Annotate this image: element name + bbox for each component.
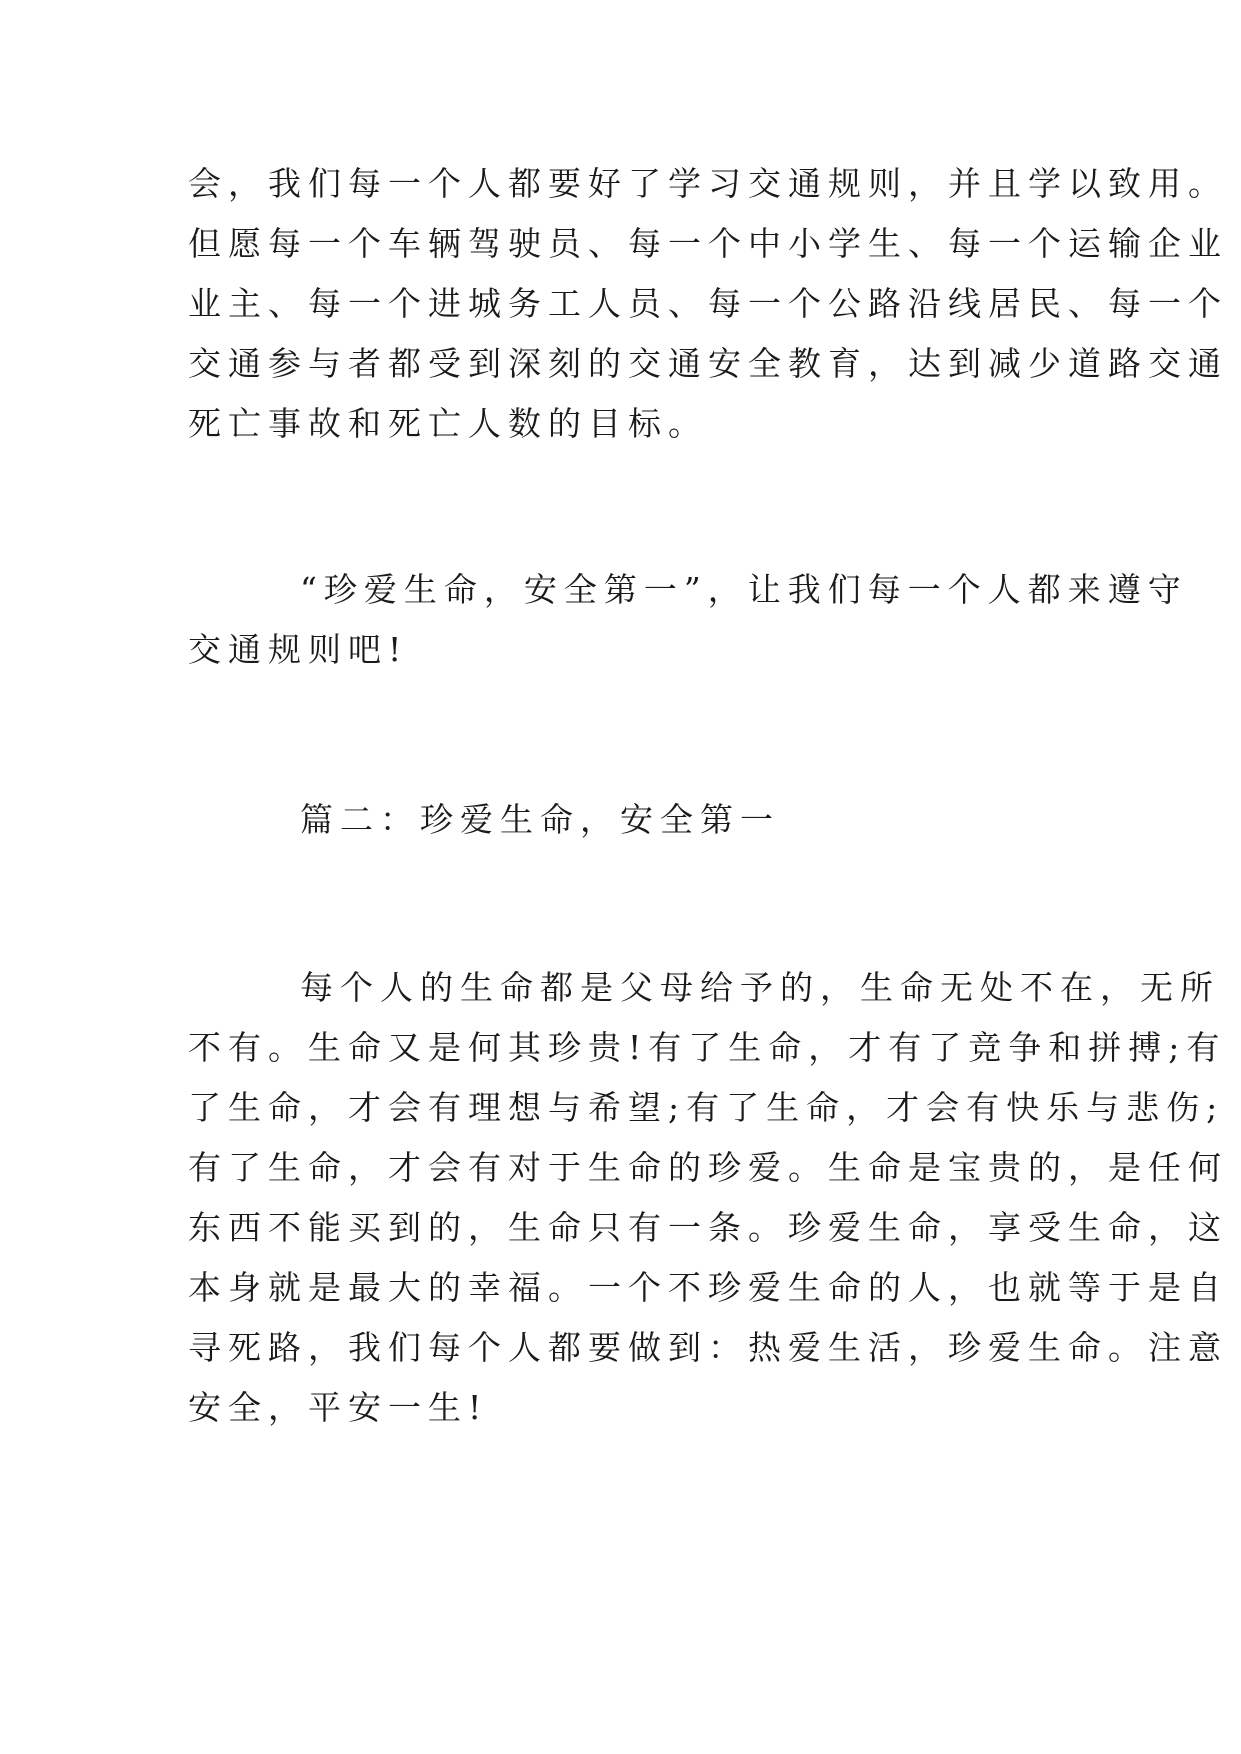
text-line: 交通参与者都受到深刻的交通安全教育，达到减少道路交通 bbox=[188, 344, 1228, 383]
text-line: 每个人的生命都是父母给予的，生命无处不在，无所 bbox=[300, 968, 1220, 1007]
text-line: 业主、每一个进城务工人员、每一个公路沿线居民、每一个 bbox=[188, 284, 1228, 323]
text-line: 会，我们每一个人都要好了学习交通规则，并且学以致用。 bbox=[188, 164, 1228, 203]
text-line: 有了生命，才会有对于生命的珍爱。生命是宝贵的，是任何 bbox=[188, 1148, 1228, 1187]
text-line: 但愿每一个车辆驾驶员、每一个中小学生、每一个运输企业 bbox=[188, 224, 1228, 263]
text-line: 不有。生命又是何其珍贵!有了生命，才有了竞争和拼搏;有 bbox=[188, 1028, 1227, 1067]
text-line: “珍爱生命，安全第一”，让我们每一个人都来遵守 bbox=[300, 570, 1188, 609]
text-line: 死亡事故和死亡人数的目标。 bbox=[188, 404, 708, 443]
text-line: 寻死路，我们每个人都要做到：热爱生活，珍爱生命。注意 bbox=[188, 1328, 1228, 1367]
section-heading: 篇二：珍爱生命，安全第一 bbox=[300, 800, 780, 839]
text-line: 本身就是最大的幸福。一个不珍爱生命的人，也就等于是自 bbox=[188, 1268, 1228, 1307]
text-line: 东西不能买到的，生命只有一条。珍爱生命，享受生命，这 bbox=[188, 1208, 1228, 1247]
text-line: 了生命，才会有理想与希望;有了生命，才会有快乐与悲伤; bbox=[188, 1088, 1225, 1127]
text-line: 交通规则吧! bbox=[188, 630, 409, 669]
text-line: 安全，平安一生! bbox=[188, 1388, 489, 1427]
